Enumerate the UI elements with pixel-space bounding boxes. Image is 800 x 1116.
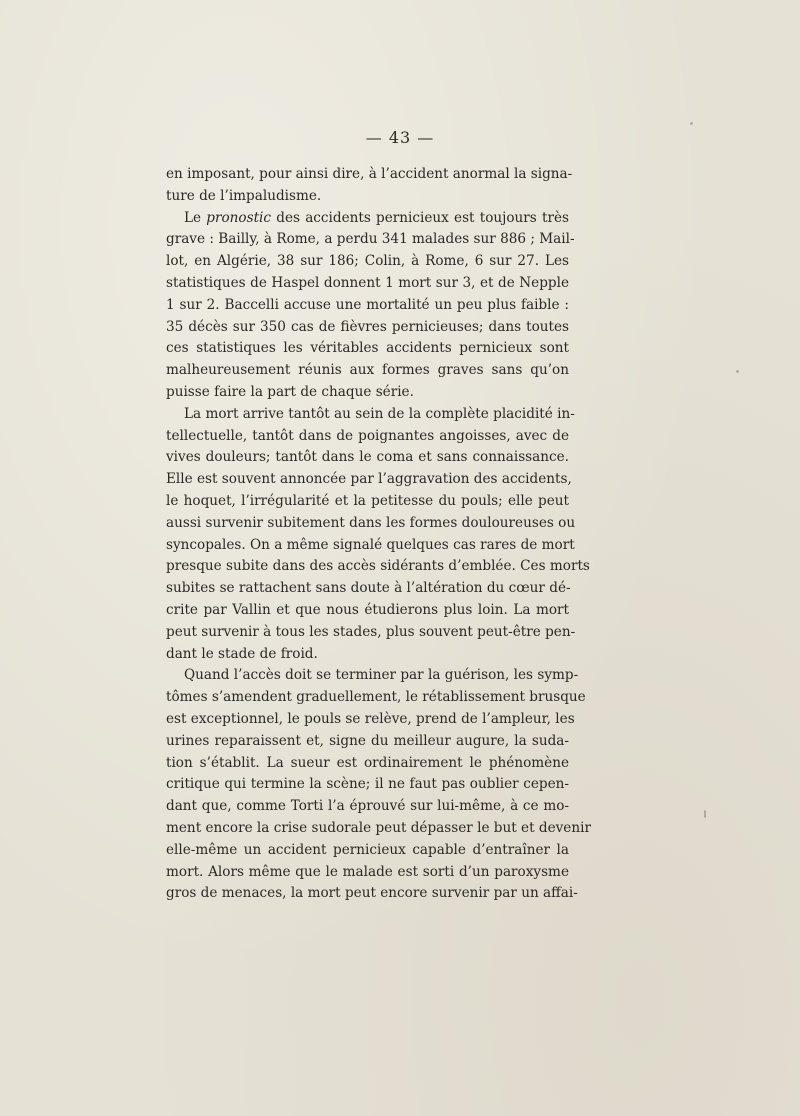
text-line: puisse faire la part de chaque série. [166, 383, 414, 400]
italic-term: pronostic [206, 209, 272, 226]
text-line: en imposant, pour ainsi dire, à l’accident anormal la signa- [166, 166, 573, 182]
text-line: critique qui termine la scène; il ne faut pas oublier cepen- [166, 776, 569, 793]
text-line: urines reparaissent et, signe du meilleur augure, la suda- [166, 732, 569, 749]
text-line: mort. Alors même que le malade est sorti d’un paroxysme [166, 863, 569, 880]
text-line: 1 sur 2. Baccelli accuse une mortalité un peu plus faible : [166, 296, 569, 313]
text-line: lot, en Algérie, 38 sur 186; Colin, à Rome, 6 sur 27. Les [166, 253, 569, 270]
text-line: le hoquet, l’irrégularité et la petitesse du pouls; elle peut [166, 492, 569, 509]
text-line: 35 décès sur 350 cas de fièvres pernicieuses; dans toutes [166, 318, 569, 335]
text-line: tômes s’amendent graduellement, le rétablissement brusque [166, 689, 586, 706]
text-line: Quand l’accès doit se terminer par la guérison, les symp- [184, 667, 579, 684]
text-line: Elle est souvent annoncée par l’aggravation des accidents, [166, 471, 572, 488]
text-line: est exceptionnel, le pouls se relève, prend de l’ampleur, les [166, 710, 575, 727]
text-line: La mort arrive tantôt au sein de la complète placidité in- [184, 405, 575, 422]
text-line: aussi survenir subitement dans les formes douloureuses ou [166, 514, 576, 531]
page-number: — 43 — [365, 128, 435, 147]
paper-speck [736, 370, 739, 373]
text-line: crite par Vallin et que nous étudierons plus loin. La mort [166, 601, 569, 618]
text-line: tion s’établit. La sueur est ordinairement le phénomène [166, 754, 569, 771]
text-line: ture de l’impaludisme. [166, 187, 322, 204]
text-line: gros de menaces, la mort peut encore survenir par un affai- [166, 885, 578, 902]
text-line: ment encore la crise sudorale peut dépasser le but et devenir [166, 819, 591, 836]
text-line: peut survenir à tous les stades, plus souvent peut-être pen- [166, 623, 576, 640]
text-line: Le pronostic des accidents pernicieux est toujours très [184, 209, 569, 226]
paper-speck [690, 122, 693, 125]
text-line: elle-même un accident pernicieux capable d’entraîner la [166, 841, 569, 858]
text-line: malheureusement réunis aux formes graves sans qu’on [166, 362, 569, 379]
text-line: syncopales. On a même signalé quelques cas rares de mort [166, 536, 575, 553]
text-line: presque subite dans des accès sidérants d’emblée. Ces morts [166, 558, 590, 575]
text-line: vives douleurs; tantôt dans le coma et sans connaissance. [166, 449, 569, 466]
body-text [166, 164, 591, 905]
paper-speck [704, 810, 706, 818]
text-line: ces statistiques les véritables accidents pernicieux sont [166, 340, 569, 357]
text-line: dant que, comme Torti l’a éprouvé sur lui-même, à ce mo- [166, 798, 569, 815]
text-line: grave : Bailly, à Rome, a perdu 341 malades sur 886 ; Mail- [166, 231, 575, 248]
text-line: tellectuelle, tantôt dans de poignantes angoisses, avec de [166, 427, 569, 444]
text-line: dant le stade de froid. [166, 645, 318, 662]
text-line: statistiques de Haspel donnent 1 mort sur 3, et de Nepple [166, 274, 569, 291]
text-line: subites se rattachent sans doute à l’altération du cœur dé- [166, 580, 571, 597]
